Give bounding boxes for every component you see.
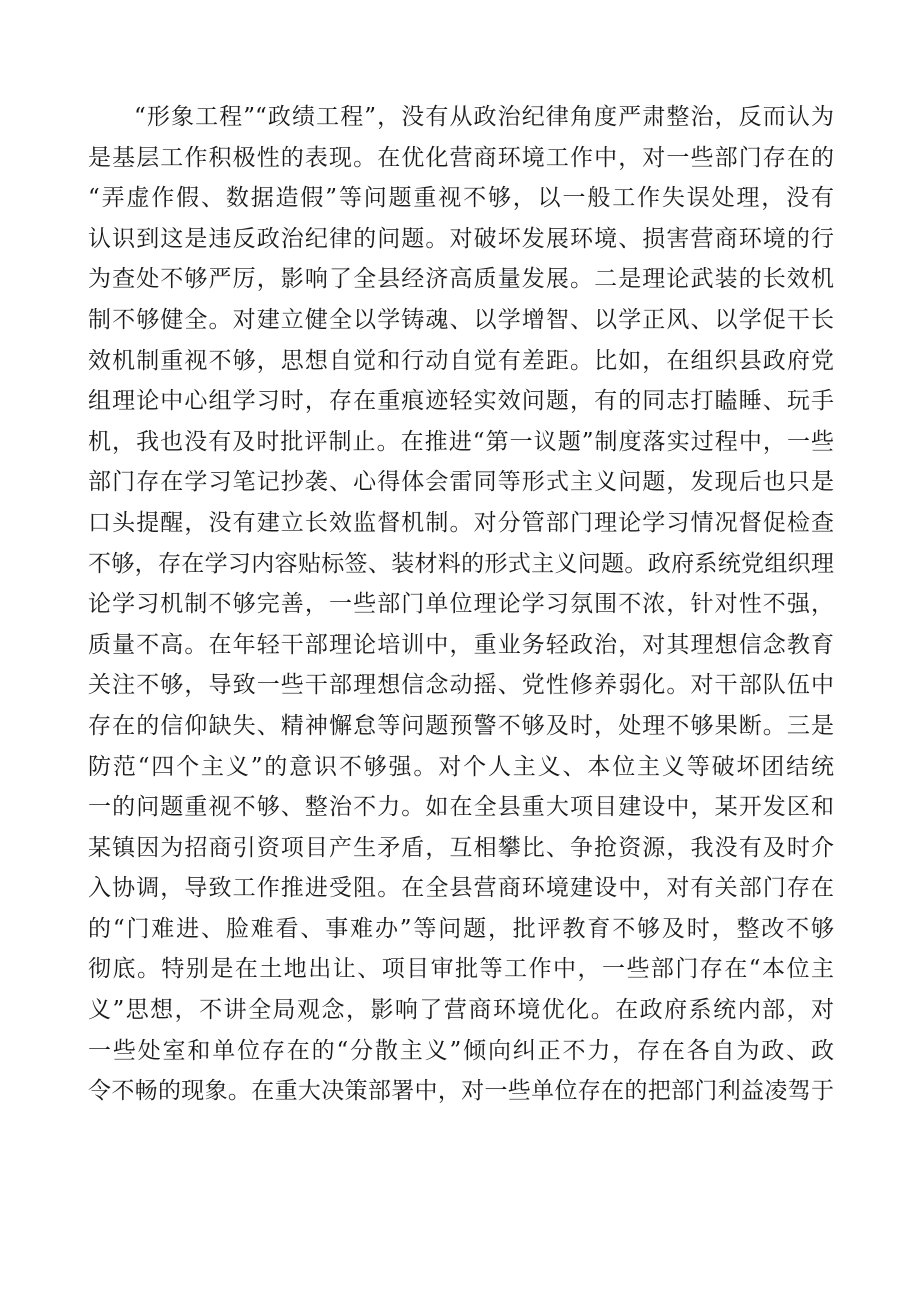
text-line: 彻底。特别是在土地出让、项目审批等工作中，一些部门存在“本位主 [88, 956, 834, 983]
text-line: 组理论中心组学习时，存在重痕迹轻实效问题，有的同志打瞌睡、玩手 [88, 388, 834, 415]
text-line: 机，我也没有及时批评制止。在推进“第一议题”制度落实过程中，一些 [88, 428, 834, 455]
text-line: 的“门难进、脸难看、事难办”等问题，批评教育不够及时，整改不够 [88, 915, 834, 942]
text-line: 质量不高。在年轻干部理论培训中，重业务轻政治，对其理想信念教育 [88, 631, 834, 658]
text-line: 不够，存在学习内容贴标签、装材料的形式主义问题。政府系统党组织理 [88, 550, 834, 577]
text-line: “形象工程”“政绩工程”，没有从政治纪律角度严肃整治，反而认为 [134, 104, 834, 130]
text-line: 义”思想，不讲全局观念，影响了营商环境优化。在政府系统内部，对 [88, 997, 834, 1024]
text-line: 防范“四个主义”的意识不够强。对个人主义、本位主义等破坏团结统 [88, 753, 834, 780]
text-line: 一的问题重视不够、整治不力。如在全县重大项目建设中，某开发区和 [88, 794, 834, 821]
text-line: 关注不够，导致一些干部理想信念动摇、党性修养弱化。对干部队伍中 [88, 672, 834, 699]
text-line: 口头提醒，没有建立长效监督机制。对分管部门理论学习情况督促检查 [88, 509, 834, 536]
text-line: 制不够健全。对建立健全以学铸魂、以学增智、以学正风、以学促干长 [88, 306, 834, 333]
text-line: 论学习机制不够完善，一些部门单位理论学习氛围不浓，针对性不强， [88, 591, 834, 618]
text-line: 为查处不够严厉，影响了全县经济高质量发展。二是理论武装的长效机 [88, 266, 834, 293]
text-line: “弄虚作假、数据造假”等问题重视不够，以一般工作失误处理，没有 [88, 185, 834, 212]
text-line: 令不畅的现象。在重大决策部署中，对一些单位存在的把部门利益凌驾于 [88, 1078, 834, 1105]
text-line: 是基层工作积极性的表现。在优化营商环境工作中，对一些部门存在的 [88, 144, 834, 171]
text-line: 部门存在学习笔记抄袭、心得体会雷同等形式主义问题，发现后也只是 [88, 469, 834, 496]
body-paragraph [88, 97, 834, 1112]
text-line: 认识到这是违反政治纪律的问题。对破坏发展环境、损害营商环境的行 [88, 225, 834, 252]
text-line: 一些处室和单位存在的“分散主义”倾向纠正不力，存在各自为政、政 [88, 1037, 834, 1064]
text-line: 某镇因为招商引资项目产生矛盾，互相攀比、争抢资源，我没有及时介 [88, 834, 834, 861]
text-line: 存在的信仰缺失、精神懈怠等问题预警不够及时，处理不够果断。三是 [88, 712, 834, 739]
text-line: 效机制重视不够，思想自觉和行动自觉有差距。比如，在组织县政府党 [88, 347, 834, 374]
text-line: 入协调，导致工作推进受阻。在全县营商环境建设中，对有关部门存在 [88, 875, 834, 902]
